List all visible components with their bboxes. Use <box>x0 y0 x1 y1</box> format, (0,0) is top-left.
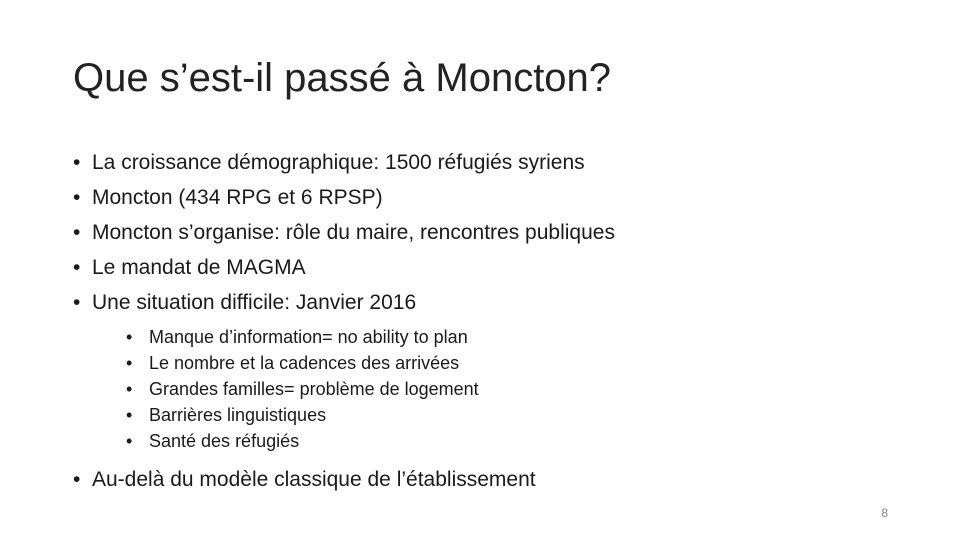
bullet-item: • Moncton s’organise: rôle du maire, rencontres publiques <box>73 215 920 250</box>
bullet-item-text: Une situation difficile: Janvier 2016 <box>92 291 417 314</box>
bullet-item: • La croissance démographique: 1500 réfugiés syriens <box>73 145 920 180</box>
bullet-item: • Le mandat de MAGMA <box>73 250 920 285</box>
page-number: 8 <box>881 506 888 520</box>
sub-bullet-item: • Barrières linguistiques <box>126 402 920 428</box>
bullet-list <box>73 145 920 497</box>
bullet-item: • Moncton (434 RPG et 6 RPSP) <box>73 180 920 215</box>
sub-bullet-item: • Santé des réfugiés <box>126 428 920 454</box>
sub-bullet-item: • Grandes familles= problème de logement <box>126 376 920 402</box>
sub-bullet-list <box>92 324 920 454</box>
bullet-item <box>73 285 920 454</box>
sub-bullet-item: • Manque d’information= no ability to plan <box>126 324 920 350</box>
slide-title: Que s’est-il passé à Moncton? <box>73 56 612 100</box>
sub-bullet-item: • Le nombre et la cadences des arrivées <box>126 350 920 376</box>
slide-content <box>73 145 920 497</box>
bullet-item: • Au-delà du modèle classique de l’établissement <box>73 462 920 497</box>
